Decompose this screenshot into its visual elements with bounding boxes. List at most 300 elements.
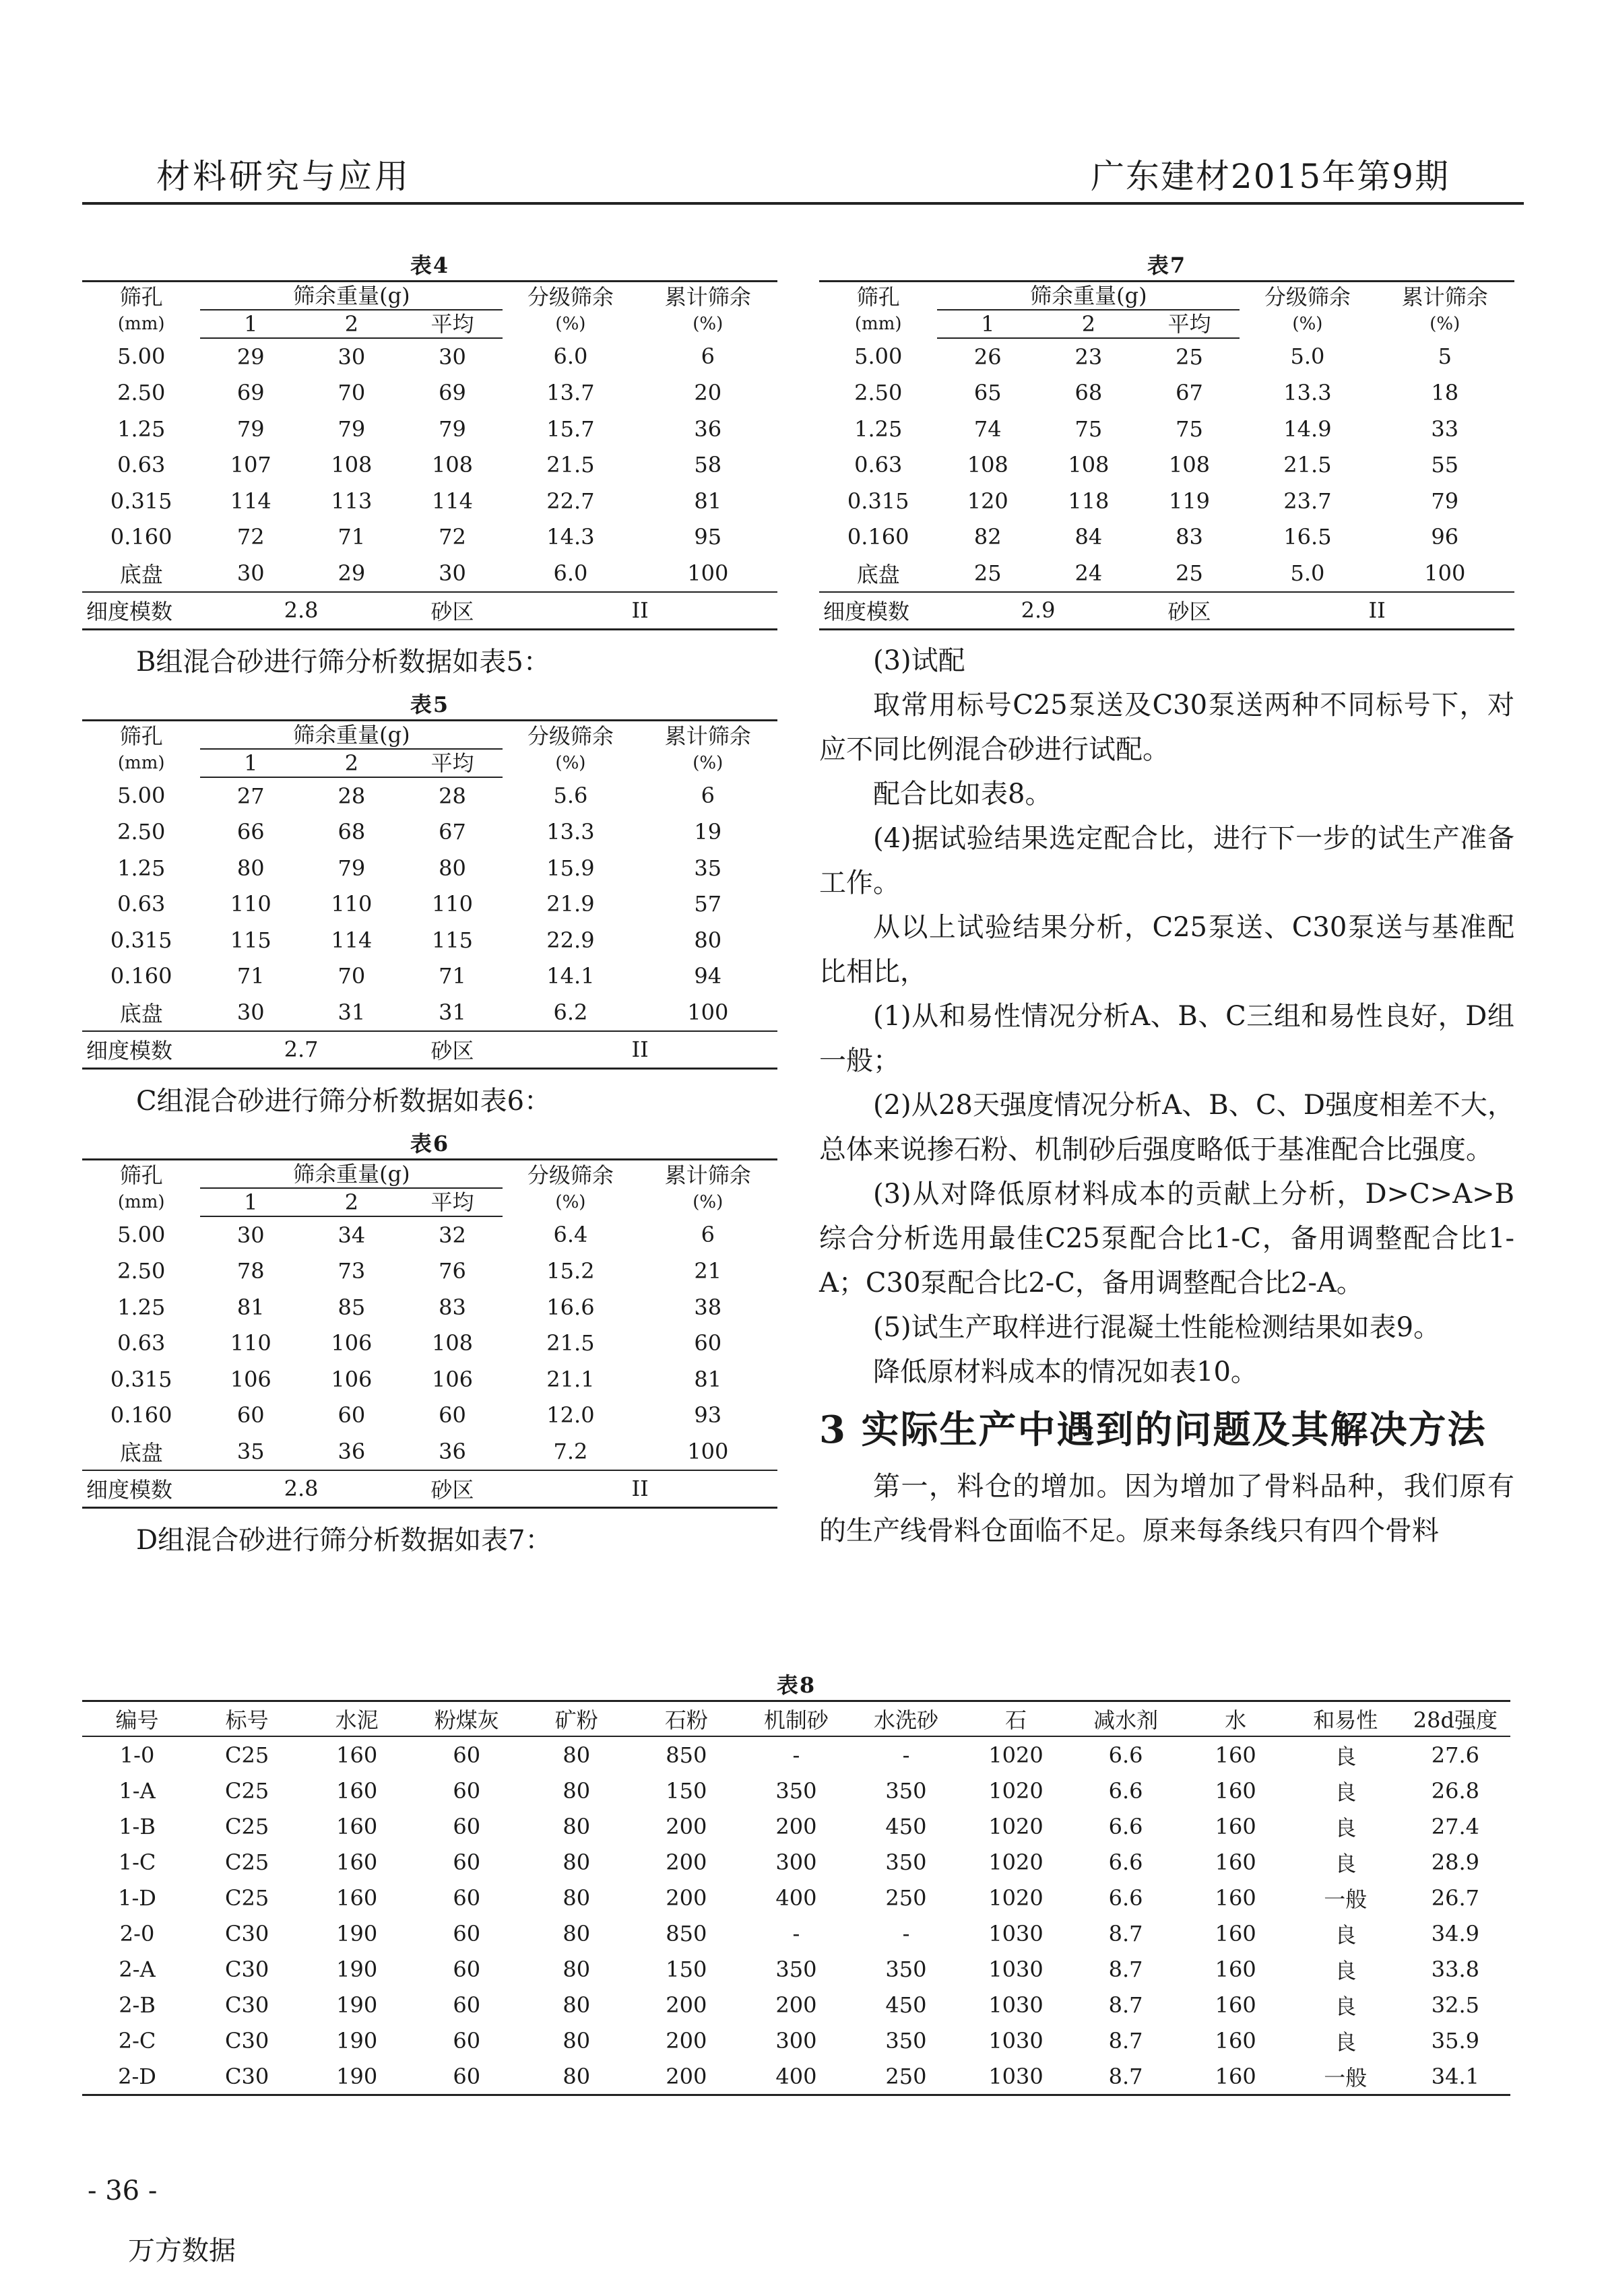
table-cell: C30 (224, 1920, 269, 1946)
table-cell: 160 (1215, 1849, 1256, 1875)
table-row (82, 483, 777, 519)
table-4 (82, 251, 777, 630)
col-cumulative: 累计筛余 (%) (639, 721, 777, 778)
table-cell: 13.7 (546, 380, 595, 406)
table-row (82, 1880, 1510, 1915)
table-cell: 81 (694, 1366, 722, 1392)
column-header: 和易性 (1291, 1701, 1401, 1737)
table-cell: 83 (439, 1294, 466, 1320)
table-cell: 100 (1424, 560, 1466, 586)
table-cell: 69 (236, 380, 265, 406)
paragraph: 降低原材料成本的情况如表10。 (873, 1356, 1258, 1387)
table-cell: 1-D (118, 1884, 156, 1911)
column-header: 水洗砂 (851, 1701, 961, 1737)
col-sample-1: 1 (937, 310, 1038, 338)
table-row (82, 850, 777, 886)
table-cell: 350 (885, 1956, 927, 1982)
table-cell: 19 (694, 819, 722, 845)
paragraph-d: D组混合砂进行筛分析数据如表7： (136, 1525, 552, 1556)
col-sample-2: 2 (301, 310, 402, 338)
table-cell: 32 (439, 1222, 466, 1248)
running-header (156, 150, 1450, 197)
col-average: 平均 (402, 1188, 503, 1216)
table-row (82, 922, 777, 958)
table-cell: 71 (338, 524, 366, 550)
table-row (82, 1987, 1510, 2023)
table-cell: 12.0 (546, 1402, 595, 1429)
table-cell: 70 (338, 963, 366, 989)
table-cell: 0.63 (117, 1330, 166, 1356)
table-cell: 6.6 (1108, 1813, 1143, 1839)
table-cell: 115 (230, 927, 271, 953)
table-cell: 2.50 (117, 380, 166, 406)
table-cell: 34.1 (1401, 2058, 1510, 2095)
source-watermark: 万方数据 (128, 2235, 236, 2266)
table-cell: 5.0 (1290, 560, 1325, 586)
table-cell: 83 (1176, 524, 1203, 550)
table-cell: 200 (775, 1992, 817, 2018)
table-cell: 68 (338, 819, 366, 845)
table-cell: C25 (224, 1777, 269, 1804)
zone-value: II (1240, 592, 1514, 630)
table-cell: 95 (694, 524, 722, 550)
table-cell: 80 (439, 855, 466, 881)
column-header: 水泥 (302, 1701, 412, 1737)
table-cell: C25 (224, 1742, 269, 1768)
table-cell: 60 (453, 1956, 481, 1982)
table-cell: 23.7 (1283, 488, 1332, 514)
table-cell: 60 (412, 2058, 521, 2095)
table-cell: 80 (563, 2027, 591, 2054)
table-row (82, 338, 777, 375)
table-cell: 78 (236, 1258, 265, 1284)
table-row (82, 375, 777, 412)
table-row (82, 1951, 1510, 1987)
col-average: 平均 (402, 310, 503, 338)
col-sample-2: 2 (1038, 310, 1139, 338)
table-cell: 60 (453, 1992, 481, 2018)
table-cell: 2-B (119, 1992, 156, 2018)
table-row (82, 814, 777, 851)
table-cell: 15.9 (546, 855, 595, 881)
col-sieve: 筛孔 (mm) (82, 721, 200, 778)
table-cell: 良 (1335, 1850, 1357, 1876)
table-cell: 22.7 (546, 488, 595, 514)
table-cell: 80 (563, 1920, 591, 1946)
table-cell: 8.7 (1108, 1956, 1143, 1982)
col-graded: 分级筛余 (%) (503, 721, 638, 778)
table-cell: 1020 (988, 1813, 1043, 1839)
table-cell: 150 (666, 1777, 707, 1804)
col-sieve: 筛孔 (mm) (82, 282, 200, 339)
table-cell: 31 (338, 999, 366, 1025)
table-cell: 108 (1068, 452, 1110, 478)
table-cell: 21.5 (546, 452, 595, 478)
table-cell: 67 (1176, 380, 1203, 406)
table-cell: 1020 (988, 1884, 1043, 1911)
table-cell: 1.25 (117, 416, 166, 442)
table-cell: 200 (666, 1992, 707, 2018)
paragraph: (4)据试验结果选定配合比，进行下一步的试生产准备工作。 (819, 823, 1514, 898)
fineness-row (819, 592, 1514, 630)
table-row (82, 447, 777, 484)
fineness-label: 细度模数 (82, 592, 200, 630)
table-cell: 200 (631, 2058, 741, 2095)
table-cell: 8.7 (1108, 2027, 1143, 2054)
table-cell: 28 (338, 783, 366, 809)
table-cell: 26 (973, 343, 1002, 370)
table-cell: 350 (885, 1849, 927, 1875)
paragraph: (3)从对降低原材料成本的贡献上分析，D>C>A>B综合分析选用最佳C25泵配合比1-C，备用调整配合比1-A；C30泵配合比2-C，备用调整配合比2-A。 (819, 1179, 1514, 1299)
table-cell: 13.3 (1283, 380, 1332, 406)
table-cell: 6.6 (1108, 1777, 1143, 1804)
table-row (82, 1325, 777, 1362)
table-row (82, 886, 777, 923)
table-cell: 106 (331, 1330, 373, 1356)
table-cell: 25 (973, 560, 1002, 586)
table-cell: 60 (694, 1330, 722, 1356)
table-cell: 1-A (119, 1777, 156, 1804)
table-cell: 34 (338, 1222, 366, 1248)
fineness-value: 2.8 (200, 1470, 402, 1508)
table-cell: 23 (1074, 343, 1103, 370)
table-cell: 72 (439, 524, 466, 550)
col-sieve: 筛孔 (mm) (82, 1160, 200, 1217)
table-cell: 1020 (988, 1777, 1043, 1804)
table-cell: 21.1 (546, 1366, 595, 1392)
table-cell: 0.315 (110, 488, 172, 514)
table-cell: 27 (236, 783, 265, 809)
table-cell: 底盘 (119, 1000, 163, 1026)
paragraph: (5)试生产取样进行混凝土性能检测结果如表9。 (873, 1312, 1441, 1343)
col-graded: 分级筛余 (%) (1240, 282, 1375, 339)
table-cell: 一般 (1324, 1886, 1368, 1912)
table-cell: 190 (336, 1920, 378, 1946)
table-row (819, 411, 1514, 447)
table-cell: 60 (453, 1742, 481, 1768)
table-7 (819, 251, 1514, 630)
table-cell: 71 (236, 963, 265, 989)
journal-issue-header: 广东建材2015年第9期 (1090, 157, 1450, 196)
col-residue: 筛余重量(g) (937, 282, 1240, 310)
table-cell: 6 (701, 343, 715, 370)
table-cell: 2.50 (854, 380, 903, 406)
column-header: 石粉 (631, 1701, 741, 1737)
table-cell: 60 (439, 1402, 466, 1429)
table-cell: 底盘 (119, 561, 163, 587)
sieve-table (82, 719, 777, 1070)
table-cell: 30 (439, 560, 466, 586)
table-cell: 6.6 (1108, 1742, 1143, 1768)
table-cell: C30 (192, 2058, 302, 2095)
table-cell: 55 (1431, 452, 1459, 478)
table-cell: 6.6 (1108, 1884, 1143, 1911)
table-caption: 表7 (1147, 253, 1187, 278)
table-cell: 108 (431, 1330, 474, 1356)
table-cell: 6.0 (553, 560, 588, 586)
table-cell: 85 (338, 1294, 366, 1320)
table-row (819, 338, 1514, 375)
table-6 (82, 1129, 777, 1509)
table-cell: 114 (230, 488, 271, 514)
table-cell: 20 (694, 380, 722, 406)
table-cell: 100 (687, 999, 729, 1025)
table-cell: C25 (224, 1849, 269, 1875)
table-cell: 5.00 (854, 343, 903, 370)
column-header: 减水剂 (1071, 1701, 1181, 1737)
table-cell: C30 (224, 2027, 269, 2054)
table-row (82, 1289, 777, 1325)
table-cell: 96 (1431, 524, 1459, 550)
table-cell: 160 (336, 1742, 378, 1768)
zone-value: II (503, 1031, 777, 1069)
table-cell: 190 (336, 1992, 378, 2018)
table-cell: 160 (336, 1777, 378, 1804)
sieve-table (819, 280, 1514, 630)
table-cell: 28.9 (1431, 1849, 1479, 1875)
zone-value: II (503, 592, 777, 630)
table-cell: 160 (336, 1884, 378, 1911)
table-cell: 底盘 (856, 561, 900, 587)
table-cell: 30 (236, 999, 265, 1025)
table-cell: 0.63 (117, 452, 166, 478)
table-cell: 350 (885, 1777, 927, 1804)
table-cell: 6 (701, 1222, 715, 1248)
col-residue: 筛余重量(g) (200, 1160, 503, 1189)
table-caption: 表6 (410, 1131, 450, 1156)
col-residue: 筛余重量(g) (200, 282, 503, 310)
table-cell: 110 (230, 1330, 271, 1356)
table-cell: 0.63 (117, 891, 166, 917)
sieve-table (82, 1158, 777, 1509)
table-cell: 15.2 (546, 1258, 595, 1284)
table-cell: 80 (236, 855, 265, 881)
table-cell: 6 (701, 783, 715, 809)
table-cell: 108 (967, 452, 1008, 478)
table-cell: 100 (687, 1438, 729, 1464)
table-cell: 60 (453, 1920, 481, 1946)
column-header: 矿粉 (521, 1701, 631, 1737)
table-cell: 良 (1335, 1814, 1357, 1841)
table-cell: 57 (694, 891, 722, 917)
table-cell: 良 (1335, 1957, 1357, 1983)
table-cell: 73 (338, 1258, 366, 1284)
table-cell: 200 (666, 1813, 707, 1839)
table-cell: 250 (851, 2058, 961, 2095)
table-cell: C30 (224, 1956, 269, 1982)
paragraph: 配合比如表8。 (873, 779, 1052, 810)
table-cell: 79 (1431, 488, 1459, 514)
table-cell: 80 (563, 1884, 591, 1911)
table-cell: 33 (1431, 416, 1459, 442)
table-cell: 1020 (988, 1742, 1043, 1768)
table-cell: 0.160 (110, 524, 172, 550)
table-cell: 200 (666, 1849, 707, 1875)
column-header: 机制砂 (741, 1701, 851, 1737)
table-cell: 34.9 (1431, 1920, 1479, 1946)
table-cell: 0.160 (110, 1402, 172, 1429)
table-cell: 14.1 (546, 963, 595, 989)
table-cell: 850 (666, 1920, 707, 1946)
col-sample-2: 2 (301, 1188, 402, 1216)
table-cell: 60 (338, 1402, 366, 1429)
paragraph: 第一，料仓的增加。因为增加了骨料品种，我们原有的生产线骨料仓面临不足。原来每条线只有四个骨料 (819, 1471, 1514, 1546)
sieve-table (82, 280, 777, 630)
table-cell: 118 (1068, 488, 1110, 514)
table-cell: 16.6 (546, 1294, 595, 1320)
table-cell: 119 (1168, 488, 1211, 514)
table-cell: 108 (431, 452, 474, 478)
fineness-value: 2.9 (937, 592, 1138, 630)
table-row (819, 519, 1514, 556)
table-cell: 21 (694, 1258, 722, 1284)
table-cell: 81 (236, 1294, 265, 1320)
table-cell: 300 (775, 1849, 817, 1875)
col-cumulative: 累计筛余 (%) (1376, 282, 1514, 339)
col-sieve: 筛孔 (mm) (819, 282, 937, 339)
table-cell: 35 (236, 1438, 265, 1464)
table-cell: 27.4 (1431, 1813, 1479, 1839)
fineness-value: 2.8 (200, 592, 402, 630)
table-row (82, 1398, 777, 1434)
fineness-row (82, 592, 777, 630)
table-cell: 72 (236, 524, 265, 550)
mix-proportion-table (82, 1700, 1510, 2096)
paragraph: (1)从和易性情况分析A、B、C三组和易性良好，D组一般； (819, 1001, 1514, 1076)
table-cell: 160 (1215, 1992, 1256, 2018)
table-cell: 94 (694, 963, 722, 989)
table-cell: 21.9 (546, 891, 595, 917)
table-row (82, 958, 777, 995)
column-header: 粉煤灰 (412, 1701, 521, 1737)
table-row (819, 555, 1514, 592)
table-cell: 114 (431, 488, 474, 514)
header-rule (82, 202, 1524, 205)
paragraph: 取常用标号C25泵送及C30泵送两种不同标号下，对应不同比例混合砂进行试配。 (819, 690, 1514, 765)
page-number: - 36 - (88, 2175, 158, 2206)
table-cell: 200 (775, 1813, 817, 1839)
table-cell: 5.0 (1290, 343, 1325, 370)
table-cell: C25 (224, 1813, 269, 1839)
col-sample-1: 1 (200, 310, 301, 338)
table-cell: 27.6 (1431, 1742, 1479, 1768)
fineness-value: 2.7 (200, 1031, 402, 1069)
table-cell: 底盘 (119, 1439, 163, 1466)
table-cell: 79 (236, 416, 265, 442)
table-cell: 160 (1215, 1920, 1256, 1946)
table-cell: 67 (439, 819, 466, 845)
table-cell: 良 (1335, 1922, 1357, 1948)
table-caption: 表4 (410, 253, 450, 278)
table-cell: 25 (1176, 343, 1203, 370)
table-row (82, 411, 777, 447)
table-cell: 5.6 (553, 783, 588, 809)
table-row (82, 777, 777, 814)
table-row (819, 375, 1514, 412)
table-cell: 160 (1215, 1813, 1256, 1839)
table-cell: 400 (775, 1884, 817, 1911)
table-cell: 160 (1215, 2027, 1256, 2054)
table-row (82, 1915, 1510, 1951)
table-cell: 31 (439, 999, 466, 1025)
table-cell: 850 (666, 1742, 707, 1768)
table-cell: 200 (666, 2027, 707, 2054)
table-5 (82, 690, 777, 1070)
paragraph-c: C组混合砂进行筛分析数据如表6： (136, 1086, 552, 1117)
zone-label: 砂区 (402, 1031, 503, 1069)
table-cell: 8.7 (1108, 1920, 1143, 1946)
table-row (82, 1433, 777, 1470)
table-cell: 80 (694, 927, 722, 953)
table-cell: 1020 (988, 1849, 1043, 1875)
table-cell: 5.00 (117, 1222, 166, 1248)
table-cell: 32.5 (1431, 1992, 1479, 2018)
table-cell: 80 (563, 1813, 591, 1839)
fineness-row (82, 1031, 777, 1069)
table-cell: 350 (775, 1956, 817, 1982)
table-cell: 160 (1215, 1777, 1256, 1804)
table-cell: 81 (694, 488, 722, 514)
table-cell: 190 (336, 1956, 378, 1982)
table-cell: 0.315 (110, 927, 172, 953)
right-column (819, 251, 1514, 1553)
table-cell: 60 (453, 1884, 481, 1911)
table-cell: 1-B (119, 1813, 156, 1839)
table-cell: 15.7 (546, 416, 595, 442)
table-cell: 106 (331, 1366, 373, 1392)
table-cell: 6.6 (1108, 1849, 1143, 1875)
table-row (82, 555, 777, 592)
table-cell: 190 (336, 2027, 378, 2054)
table-cell: 1.25 (117, 855, 166, 881)
table-row (82, 1361, 777, 1398)
table-cell: 114 (331, 927, 373, 953)
column-header: 28d强度 (1401, 1701, 1510, 1737)
table-cell: 1.25 (117, 1294, 166, 1320)
paragraph: (2)从28天强度情况分析A、B、C、D强度相差不大，总体来说掺石粉、机制砂后强度略低于基准配合比强度。 (819, 1090, 1514, 1165)
table-cell: 84 (1074, 524, 1103, 550)
table-row (82, 1773, 1510, 1808)
column-header: 水 (1181, 1701, 1291, 1737)
table-row (82, 1216, 777, 1253)
table-cell: 8.7 (1071, 2058, 1181, 2095)
col-graded: 分级筛余 (%) (503, 1160, 638, 1217)
table-cell: 108 (1168, 452, 1211, 478)
column-header: 编号 (82, 1701, 192, 1737)
column-header: 石 (961, 1701, 1071, 1737)
table-cell: 60 (453, 1813, 481, 1839)
table-cell: - (792, 1920, 800, 1946)
table-cell: 58 (694, 452, 722, 478)
table-cell: 一般 (1291, 2058, 1401, 2095)
table-cell: 5 (1438, 343, 1452, 370)
table-cell: 1-0 (119, 1742, 155, 1768)
table-cell: 110 (331, 891, 373, 917)
zone-value: II (503, 1470, 777, 1508)
table-cell: 74 (973, 416, 1002, 442)
table-row (82, 519, 777, 556)
table-cell: 71 (439, 963, 466, 989)
table-cell: 13.3 (546, 819, 595, 845)
table-cell: 5.00 (117, 783, 166, 809)
table-cell: 30 (439, 343, 466, 370)
section-title-header: 材料研究与应用 (156, 157, 411, 196)
table-cell: 0.160 (847, 524, 909, 550)
table-cell: C25 (224, 1884, 269, 1911)
table-cell: 108 (331, 452, 373, 478)
table-cell: C30 (224, 1992, 269, 2018)
zone-label: 砂区 (1139, 592, 1240, 630)
